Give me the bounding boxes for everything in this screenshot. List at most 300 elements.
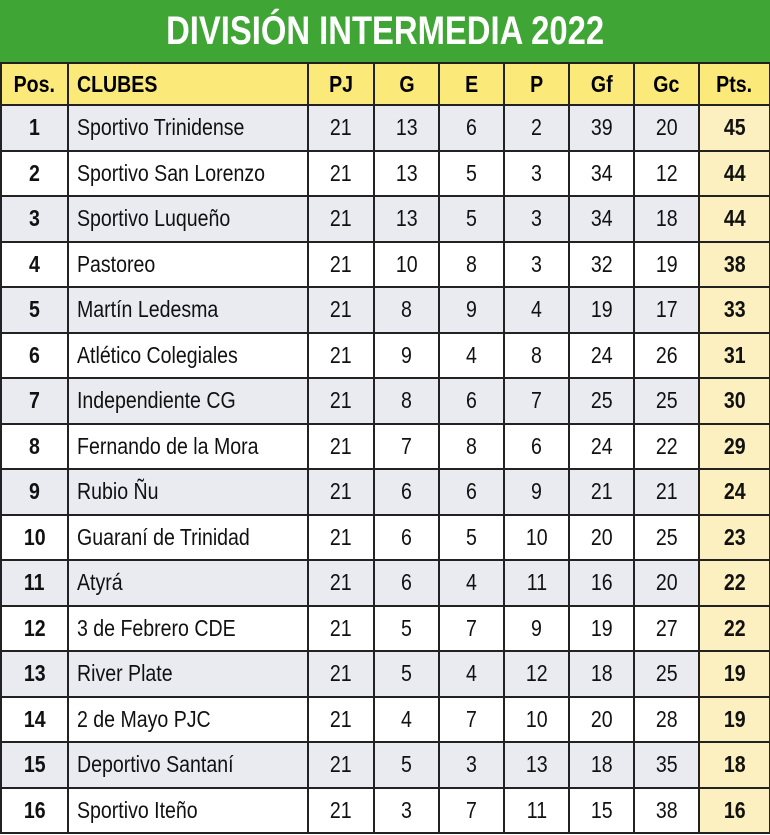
- cell-gc: [634, 333, 699, 379]
- cell-g: [374, 515, 439, 561]
- cell-p: [504, 378, 569, 424]
- header-e: [439, 63, 504, 105]
- cell-pts: [699, 105, 770, 151]
- cell-value: 16: [723, 796, 746, 823]
- table-row: [1, 788, 770, 834]
- cell-gc: [634, 651, 699, 697]
- cell-value: 45: [723, 114, 746, 141]
- cell-value: 18: [590, 751, 613, 778]
- cell-p: [504, 697, 569, 743]
- cell-value: 24: [590, 341, 613, 368]
- cell-value: 7: [466, 705, 477, 732]
- cell-value: 2: [29, 159, 40, 186]
- cell-p: [504, 333, 569, 379]
- cell-value: 7: [466, 614, 477, 641]
- header-pts: [699, 63, 770, 105]
- header-label: P: [529, 70, 544, 97]
- cell-pos: [1, 606, 68, 652]
- header-row: [1, 63, 770, 105]
- cell-pos: [1, 515, 68, 561]
- cell-value: 15: [23, 751, 46, 778]
- cell-value: 7: [401, 432, 412, 459]
- cell-pos: [1, 742, 68, 788]
- cell-value: 21: [330, 159, 352, 186]
- cell-value: 5: [29, 296, 40, 323]
- cell-value: 20: [655, 569, 678, 596]
- cell-gc: [634, 560, 699, 606]
- cell-gf: [569, 606, 634, 652]
- table-row: [1, 378, 770, 424]
- cell-value: 13: [395, 205, 418, 232]
- cell-g: [374, 196, 439, 242]
- cell-club: [68, 378, 308, 424]
- cell-value: 10: [395, 250, 418, 277]
- cell-gc: [634, 287, 699, 333]
- cell-p: [504, 105, 569, 151]
- cell-pts: [699, 424, 770, 470]
- cell-g: [374, 742, 439, 788]
- title-text: DIVISIÓN INTERMEDIA 2022: [165, 9, 605, 53]
- cell-pos: [1, 469, 68, 515]
- cell-value: 3: [531, 205, 542, 232]
- cell-pts: [699, 196, 770, 242]
- cell-value: 29: [723, 432, 746, 459]
- cell-pts: [699, 151, 770, 197]
- cell-club: [68, 606, 308, 652]
- cell-g: [374, 151, 439, 197]
- cell-value: Rubio Ñu: [77, 478, 159, 505]
- cell-pos: [1, 651, 68, 697]
- cell-value: 1: [29, 114, 40, 141]
- cell-pj: [308, 697, 374, 743]
- cell-value: 7: [531, 387, 542, 414]
- table-row: [1, 606, 770, 652]
- cell-pj: [308, 287, 374, 333]
- cell-value: 21: [330, 660, 352, 687]
- header-gc: [634, 63, 699, 105]
- cell-value: Martín Ledesma: [77, 296, 219, 323]
- header-label: PJ: [329, 70, 353, 97]
- cell-value: 24: [590, 432, 613, 459]
- cell-value: 5: [401, 751, 412, 778]
- cell-pos: [1, 196, 68, 242]
- cell-value: 13: [395, 114, 418, 141]
- cell-gf: [569, 378, 634, 424]
- cell-g: [374, 560, 439, 606]
- cell-pts: [699, 378, 770, 424]
- cell-pos: [1, 151, 68, 197]
- table-row: [1, 424, 770, 470]
- cell-pj: [308, 105, 374, 151]
- cell-p: [504, 788, 569, 834]
- cell-value: 4: [466, 660, 477, 687]
- cell-value: 3 de Febrero CDE: [77, 614, 236, 641]
- cell-value: 33: [723, 296, 746, 323]
- cell-value: 21: [330, 705, 352, 732]
- cell-pos: [1, 697, 68, 743]
- cell-value: Deportivo Santaní: [77, 751, 234, 778]
- cell-pj: [308, 242, 374, 288]
- cell-value: 3: [531, 250, 542, 277]
- cell-gf: [569, 651, 634, 697]
- cell-gc: [634, 242, 699, 288]
- cell-p: [504, 606, 569, 652]
- table-row: [1, 651, 770, 697]
- cell-value: 13: [395, 159, 418, 186]
- cell-g: [374, 287, 439, 333]
- cell-value: 38: [655, 796, 678, 823]
- cell-value: 21: [330, 114, 352, 141]
- cell-g: [374, 469, 439, 515]
- cell-value: 5: [466, 523, 477, 550]
- cell-club: [68, 333, 308, 379]
- cell-pts: [699, 606, 770, 652]
- cell-g: [374, 105, 439, 151]
- table-row: [1, 560, 770, 606]
- cell-value: 22: [655, 432, 678, 459]
- cell-value: 11: [24, 569, 45, 596]
- cell-value: 44: [723, 159, 746, 186]
- table-row: [1, 242, 770, 288]
- cell-e: [439, 651, 504, 697]
- cell-value: 21: [330, 751, 352, 778]
- cell-value: 39: [590, 114, 613, 141]
- cell-club: [68, 105, 308, 151]
- cell-value: 12: [655, 159, 678, 186]
- header-g: [374, 63, 439, 105]
- cell-gf: [569, 560, 634, 606]
- cell-e: [439, 151, 504, 197]
- cell-value: 21: [590, 478, 613, 505]
- cell-value: 9: [531, 614, 542, 641]
- cell-pos: [1, 333, 68, 379]
- cell-gf: [569, 196, 634, 242]
- cell-gc: [634, 788, 699, 834]
- cell-pj: [308, 560, 374, 606]
- cell-value: 21: [330, 614, 352, 641]
- cell-p: [504, 469, 569, 515]
- cell-value: 19: [723, 705, 746, 732]
- cell-club: [68, 196, 308, 242]
- cell-value: 15: [590, 796, 613, 823]
- cell-gc: [634, 378, 699, 424]
- cell-pts: [699, 287, 770, 333]
- cell-value: 21: [330, 478, 352, 505]
- cell-value: Sportivo San Lorenzo: [77, 159, 266, 186]
- cell-value: 21: [330, 523, 352, 550]
- cell-g: [374, 651, 439, 697]
- cell-gc: [634, 469, 699, 515]
- cell-value: 13: [23, 660, 46, 687]
- cell-gc: [634, 697, 699, 743]
- cell-pj: [308, 196, 374, 242]
- cell-value: 2 de Mayo PJC: [77, 705, 211, 732]
- cell-p: [504, 742, 569, 788]
- cell-value: 10: [525, 705, 548, 732]
- table-row: [1, 287, 770, 333]
- cell-pts: [699, 651, 770, 697]
- cell-value: 21: [330, 205, 352, 232]
- header-label: Pts.: [716, 70, 753, 97]
- cell-value: Sportivo Iteño: [77, 796, 198, 823]
- cell-value: 4: [401, 705, 412, 732]
- cell-value: 12: [23, 614, 46, 641]
- table-row: [1, 515, 770, 561]
- cell-gf: [569, 151, 634, 197]
- cell-value: 8: [401, 296, 412, 323]
- cell-value: 6: [466, 478, 477, 505]
- cell-e: [439, 606, 504, 652]
- cell-pts: [699, 788, 770, 834]
- cell-club: [68, 742, 308, 788]
- cell-gf: [569, 742, 634, 788]
- cell-value: 17: [655, 296, 678, 323]
- cell-club: [68, 697, 308, 743]
- cell-p: [504, 651, 569, 697]
- cell-value: River Plate: [77, 660, 173, 687]
- cell-value: 4: [531, 296, 542, 323]
- cell-value: 10: [525, 523, 548, 550]
- cell-pj: [308, 333, 374, 379]
- cell-e: [439, 788, 504, 834]
- cell-value: 20: [590, 523, 613, 550]
- cell-value: 8: [466, 250, 477, 277]
- cell-value: 19: [723, 660, 746, 687]
- cell-value: 18: [590, 660, 613, 687]
- cell-value: 6: [401, 569, 412, 596]
- cell-value: 31: [723, 341, 746, 368]
- cell-value: 6: [531, 432, 542, 459]
- cell-e: [439, 287, 504, 333]
- cell-value: 20: [655, 114, 678, 141]
- cell-pj: [308, 424, 374, 470]
- cell-value: 19: [590, 296, 613, 323]
- cell-club: [68, 469, 308, 515]
- cell-value: 32: [590, 250, 613, 277]
- cell-value: 3: [466, 751, 477, 778]
- cell-value: 25: [590, 387, 613, 414]
- cell-value: 3: [531, 159, 542, 186]
- cell-e: [439, 333, 504, 379]
- cell-pts: [699, 333, 770, 379]
- cell-value: 11: [526, 796, 547, 823]
- cell-pts: [699, 515, 770, 561]
- cell-gc: [634, 151, 699, 197]
- cell-value: 20: [590, 705, 613, 732]
- table-row: [1, 742, 770, 788]
- cell-gc: [634, 606, 699, 652]
- cell-value: 18: [655, 205, 678, 232]
- cell-pos: [1, 287, 68, 333]
- cell-value: 14: [23, 705, 46, 732]
- cell-value: 5: [401, 614, 412, 641]
- cell-value: 22: [723, 569, 746, 596]
- cell-value: 6: [401, 478, 412, 505]
- cell-pos: [1, 105, 68, 151]
- cell-value: 2: [531, 114, 542, 141]
- cell-value: 10: [23, 523, 46, 550]
- page-title: [0, 0, 770, 62]
- cell-pos: [1, 788, 68, 834]
- table-row: [1, 196, 770, 242]
- cell-club: [68, 515, 308, 561]
- cell-gf: [569, 287, 634, 333]
- cell-gc: [634, 105, 699, 151]
- cell-value: 7: [466, 796, 477, 823]
- cell-value: 6: [29, 341, 40, 368]
- cell-pts: [699, 469, 770, 515]
- cell-value: 34: [590, 205, 613, 232]
- cell-pj: [308, 788, 374, 834]
- cell-value: Pastoreo: [77, 250, 156, 277]
- cell-value: 21: [330, 432, 352, 459]
- cell-value: 6: [466, 387, 477, 414]
- cell-p: [504, 242, 569, 288]
- cell-value: Guaraní de Trinidad: [77, 523, 250, 550]
- cell-value: 21: [330, 569, 352, 596]
- table-row: [1, 697, 770, 743]
- cell-value: Fernando de la Mora: [77, 432, 259, 459]
- cell-p: [504, 287, 569, 333]
- cell-value: Sportivo Luqueño: [77, 205, 231, 232]
- cell-value: 22: [723, 614, 746, 641]
- cell-value: 8: [531, 341, 542, 368]
- cell-value: 9: [531, 478, 542, 505]
- cell-pts: [699, 560, 770, 606]
- cell-value: 19: [655, 250, 678, 277]
- table-row: [1, 469, 770, 515]
- cell-value: 18: [723, 751, 746, 778]
- cell-g: [374, 788, 439, 834]
- cell-value: 28: [655, 705, 678, 732]
- cell-value: 21: [330, 796, 352, 823]
- cell-value: 38: [723, 250, 746, 277]
- cell-value: 30: [723, 387, 746, 414]
- cell-gf: [569, 333, 634, 379]
- header-label: Pos.: [13, 70, 56, 97]
- cell-p: [504, 560, 569, 606]
- cell-g: [374, 242, 439, 288]
- header-club: [68, 63, 308, 105]
- header-label: G: [398, 70, 415, 97]
- cell-value: 5: [401, 660, 412, 687]
- cell-value: Sportivo Trinidense: [77, 114, 245, 141]
- cell-e: [439, 378, 504, 424]
- cell-club: [68, 424, 308, 470]
- cell-value: Atlético Colegiales: [77, 341, 238, 368]
- cell-p: [504, 151, 569, 197]
- header-gf: [569, 63, 634, 105]
- cell-pj: [308, 651, 374, 697]
- cell-e: [439, 196, 504, 242]
- cell-value: 6: [401, 523, 412, 550]
- cell-value: 35: [655, 751, 678, 778]
- cell-value: 8: [29, 432, 40, 459]
- header-label: E: [464, 70, 479, 97]
- cell-pts: [699, 697, 770, 743]
- cell-pts: [699, 242, 770, 288]
- header-p: [504, 63, 569, 105]
- cell-pj: [308, 151, 374, 197]
- cell-pj: [308, 606, 374, 652]
- cell-value: 9: [466, 296, 477, 323]
- cell-gf: [569, 515, 634, 561]
- cell-value: 3: [29, 205, 40, 232]
- cell-value: 8: [466, 432, 477, 459]
- cell-pos: [1, 242, 68, 288]
- cell-gf: [569, 424, 634, 470]
- cell-value: 7: [29, 387, 40, 414]
- cell-value: 26: [655, 341, 678, 368]
- cell-club: [68, 242, 308, 288]
- cell-gc: [634, 742, 699, 788]
- table-row: [1, 105, 770, 151]
- header-label: Gf: [590, 70, 613, 97]
- cell-gc: [634, 196, 699, 242]
- cell-club: [68, 151, 308, 197]
- cell-value: 21: [655, 478, 678, 505]
- cell-pos: [1, 424, 68, 470]
- cell-value: 16: [590, 569, 613, 596]
- table-row: [1, 151, 770, 197]
- cell-gf: [569, 697, 634, 743]
- cell-e: [439, 515, 504, 561]
- cell-value: 11: [526, 569, 547, 596]
- cell-value: 4: [466, 569, 477, 596]
- cell-value: 4: [466, 341, 477, 368]
- cell-value: 25: [655, 523, 678, 550]
- cell-p: [504, 424, 569, 470]
- cell-club: [68, 287, 308, 333]
- cell-value: 5: [466, 205, 477, 232]
- cell-value: 27: [655, 614, 678, 641]
- cell-value: 44: [723, 205, 746, 232]
- cell-pj: [308, 469, 374, 515]
- cell-e: [439, 242, 504, 288]
- cell-e: [439, 742, 504, 788]
- cell-value: 5: [466, 159, 477, 186]
- cell-value: 3: [401, 796, 412, 823]
- cell-club: [68, 788, 308, 834]
- cell-value: 34: [590, 159, 613, 186]
- cell-gc: [634, 515, 699, 561]
- cell-pos: [1, 378, 68, 424]
- cell-pts: [699, 742, 770, 788]
- standings-table: [0, 62, 770, 834]
- cell-value: 6: [466, 114, 477, 141]
- cell-value: 8: [401, 387, 412, 414]
- cell-pj: [308, 742, 374, 788]
- cell-p: [504, 196, 569, 242]
- cell-club: [68, 651, 308, 697]
- cell-club: [68, 560, 308, 606]
- cell-pj: [308, 378, 374, 424]
- cell-value: 19: [590, 614, 613, 641]
- cell-value: 21: [330, 387, 352, 414]
- cell-value: 23: [723, 523, 746, 550]
- cell-p: [504, 515, 569, 561]
- cell-value: 16: [23, 796, 46, 823]
- cell-gf: [569, 788, 634, 834]
- cell-e: [439, 560, 504, 606]
- cell-value: 25: [655, 660, 678, 687]
- cell-g: [374, 606, 439, 652]
- table-row: [1, 333, 770, 379]
- cell-gf: [569, 469, 634, 515]
- cell-value: 13: [525, 751, 548, 778]
- cell-gc: [634, 424, 699, 470]
- cell-e: [439, 697, 504, 743]
